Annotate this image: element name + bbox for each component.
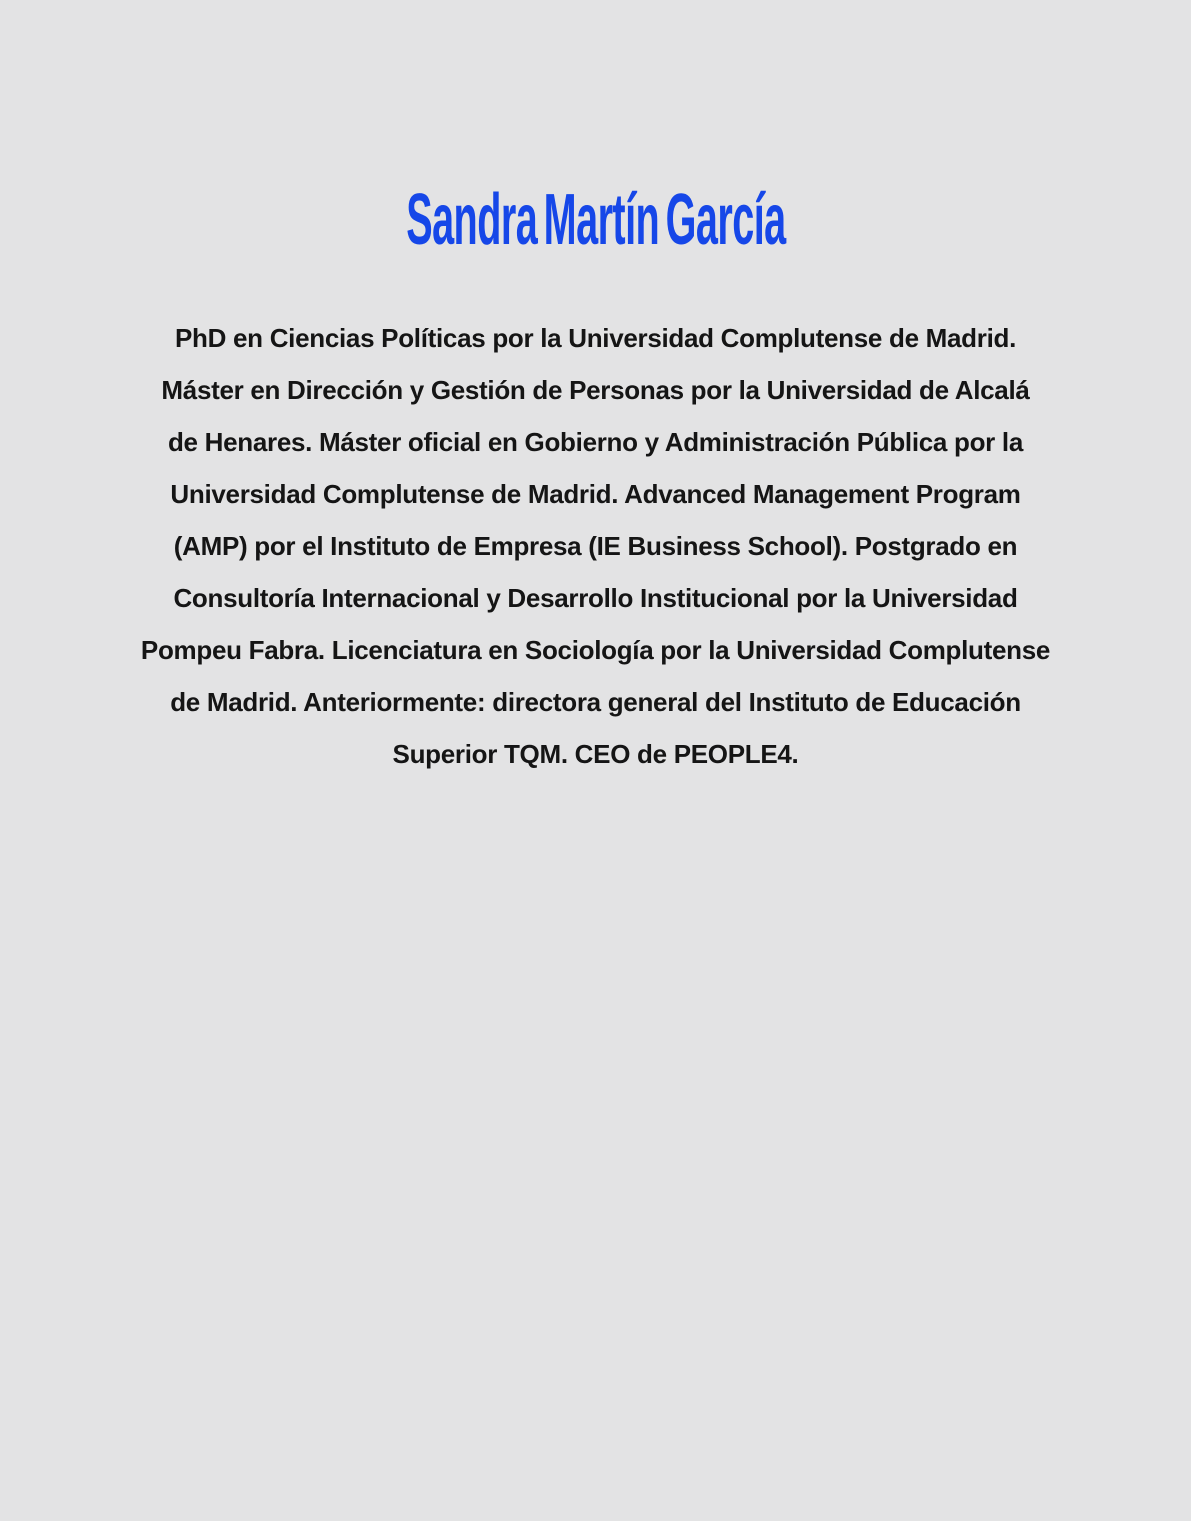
bio-line: PhD en Ciencias Políticas por la Universidad Complutense de Madrid. (175, 323, 1016, 353)
title-section (0, 0, 1191, 260)
bio-line: (AMP) por el Instituto de Empresa (IE Business School). Postgrado en (173, 531, 1018, 561)
bio-text (26, 312, 1166, 780)
bio-line: Superior TQM. CEO de PEOPLE4. (392, 739, 799, 769)
bio-line: Universidad Complutense de Madrid. Advanced Management Program (170, 479, 1021, 509)
bio-line: de Henares. Máster oficial en Gobierno y Administración Pública por la (167, 427, 1024, 457)
bio-line: Pompeu Fabra. Licenciatura en Sociología por la Universidad Complutense (140, 635, 1051, 665)
bio-line: Consultoría Internacional y Desarrollo Institucional por la Universidad (173, 583, 1018, 613)
bio-line: Máster en Dirección y Gestión de Personas por la Universidad de Alcalá (161, 375, 1030, 405)
page-title: Sandra Martín García (405, 180, 786, 260)
bio-line: de Madrid. Anteriormente: directora general del Instituto de Educación (170, 687, 1021, 717)
